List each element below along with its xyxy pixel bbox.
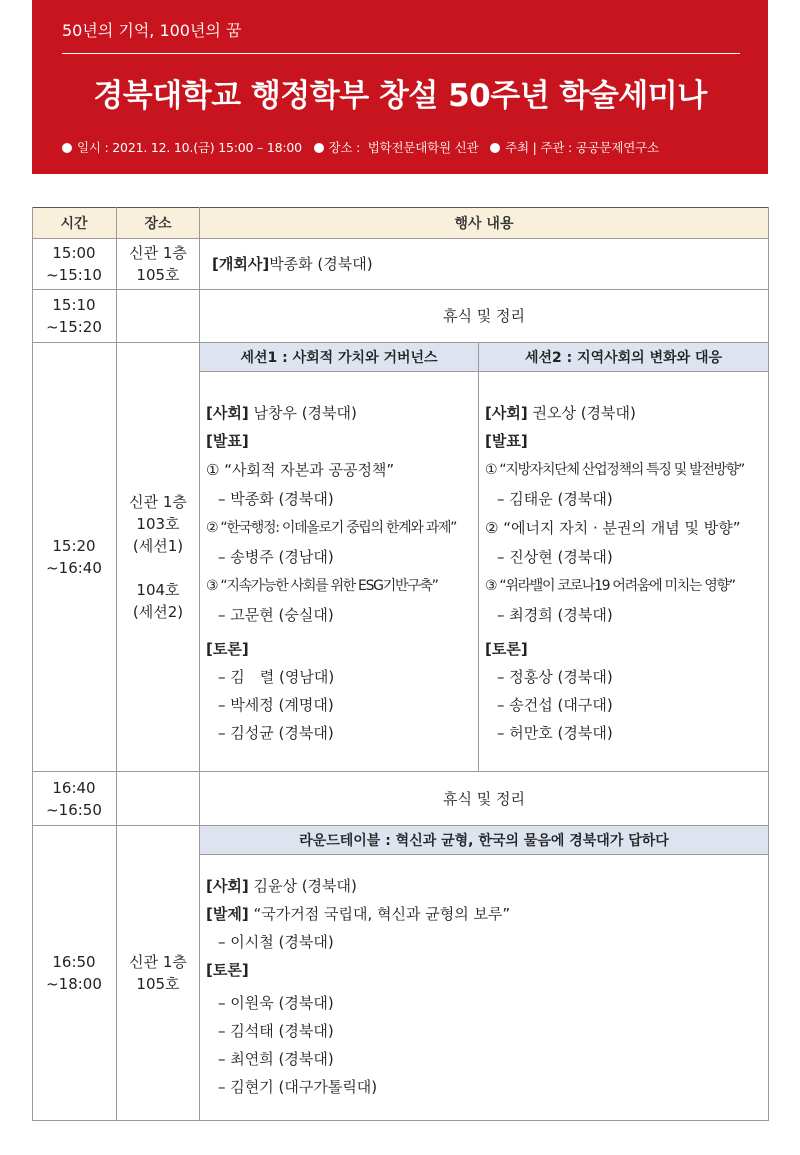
header-content: 행사 내용 <box>200 208 768 238</box>
program-line: – 이원욱 (경북대) <box>218 994 334 1012</box>
row4-break: 휴식 및 정리 <box>443 789 525 808</box>
program-line: ② “에너지 자치 · 분권의 개념 및 방향” <box>485 519 741 537</box>
program-line <box>206 402 357 423</box>
program-line <box>206 638 249 659</box>
program-line: ① “사회적 자본과 공공정책” <box>206 461 395 479</box>
program-line: – 김태운 (경북대) <box>497 490 613 508</box>
program-line: – 고문현 (숭실대) <box>218 606 334 624</box>
bullet-icon <box>490 143 500 153</box>
session1-title: 세션1 : 사회적 가치와 거버넌스 <box>200 343 478 371</box>
program-line: – 최연희 (경북대) <box>218 1050 334 1068</box>
program-line: – 송병주 (경남대) <box>218 548 334 566</box>
program-line: – 이시철 (경북대) <box>218 933 334 951</box>
event-date: 일시 : 2021. 12. 10.(금) 15:00 – 18:00 <box>77 140 302 155</box>
program-line-label: [발표] <box>206 432 249 450</box>
banner-subtitle: 50년의 기억, 100년의 꿈 <box>62 21 242 40</box>
header-place: 장소 <box>117 208 199 238</box>
row5-place: 신관 1층 105호 <box>129 953 187 993</box>
program-line-label: [토론] <box>485 640 528 658</box>
program-line <box>206 903 510 924</box>
row1-place: 신관 1층 105호 <box>129 244 187 284</box>
program-line: – 허만호 (경북대) <box>497 724 613 742</box>
event-host: 주최 | 주관 : 공공문제연구소 <box>505 140 659 155</box>
session2-title: 세션2 : 지역사회의 변화와 대응 <box>479 343 768 371</box>
program-line: ③ “지속가능한 사회를 위한 ESG기반구축” <box>206 578 438 594</box>
program-line: – 박세정 (계명대) <box>218 696 334 714</box>
program-line-label: [토론] <box>206 961 249 979</box>
program-line <box>206 430 249 451</box>
program-line-label: [사회] <box>206 404 249 422</box>
row3-time: 15:20 ~16:40 <box>46 537 102 577</box>
program-line-text: 김윤상 (경북대) <box>248 877 357 895</box>
program-line: – 김석태 (경북대) <box>218 1022 334 1040</box>
program-line-label: [토론] <box>206 640 249 658</box>
program-line-label: [발표] <box>485 432 528 450</box>
program-line <box>485 402 636 423</box>
banner-divider <box>62 53 740 54</box>
header-banner <box>32 0 768 174</box>
program-line-label: [사회] <box>206 877 249 895</box>
row1-time: 15:00 ~15:10 <box>46 244 102 284</box>
program-line-text: 남창우 (경북대) <box>248 404 357 422</box>
program-line-label: [사회] <box>485 404 528 422</box>
event-venue: 법학전문대학원 신관 <box>367 140 479 155</box>
program-line <box>206 959 249 980</box>
program-line-text: “국가거점 국립대, 혁신과 균형의 보루” <box>248 905 511 923</box>
row5-time: 16:50 ~18:00 <box>46 953 102 993</box>
program-line: – 김현기 (대구가톨릭대) <box>218 1078 378 1096</box>
program-line: ② “한국행정: 이데올로기 중립의 한계와 과제” <box>206 520 457 536</box>
program-line: – 송건섭 (대구대) <box>497 696 613 714</box>
header-time: 시간 <box>32 208 116 238</box>
bullet-icon <box>62 143 72 153</box>
program-line: – 진상현 (경북대) <box>497 548 613 566</box>
program-line-label: [발제] <box>206 905 249 923</box>
row3-place: 신관 1층 103호 (세션1) 104호 (세션2) <box>129 493 187 621</box>
program-line: – 김성균 (경북대) <box>218 724 334 742</box>
opening-label: [개회사] <box>212 255 270 273</box>
row2-time: 15:10 ~15:20 <box>46 296 102 336</box>
program-line <box>206 875 357 896</box>
program-line: – 박종화 (경북대) <box>218 490 334 508</box>
program-line: ① “지방자치단체 산업정책의 특징 및 발전방향” <box>485 462 744 478</box>
page-title: 경북대학교 행정학부 창설 50주년 학술세미나 <box>93 78 707 114</box>
bullet-icon <box>314 143 324 153</box>
row1-content <box>212 239 752 289</box>
program-line: – 김 렬 (영남대) <box>218 668 335 686</box>
program-line: – 최경희 (경북대) <box>497 606 613 624</box>
event-venue-label: 장소 : <box>328 140 361 155</box>
row4-time: 16:40 ~16:50 <box>46 778 102 819</box>
row2-break: 휴식 및 정리 <box>443 307 525 325</box>
program-line: – 정홍상 (경북대) <box>497 668 613 686</box>
event-info <box>62 138 659 156</box>
program-line-text: 권오상 (경북대) <box>527 404 636 422</box>
roundtable-title: 라운드테이블 : 혁신과 균형, 한국의 물음에 경북대가 답하다 <box>200 826 768 854</box>
program-line: ③ “위라밸이 코로나19 어려움에 미치는 영향” <box>485 578 735 594</box>
program-line <box>485 638 528 659</box>
program-line <box>485 430 528 451</box>
opening-speaker: 박종화 (경북대) <box>269 255 373 273</box>
